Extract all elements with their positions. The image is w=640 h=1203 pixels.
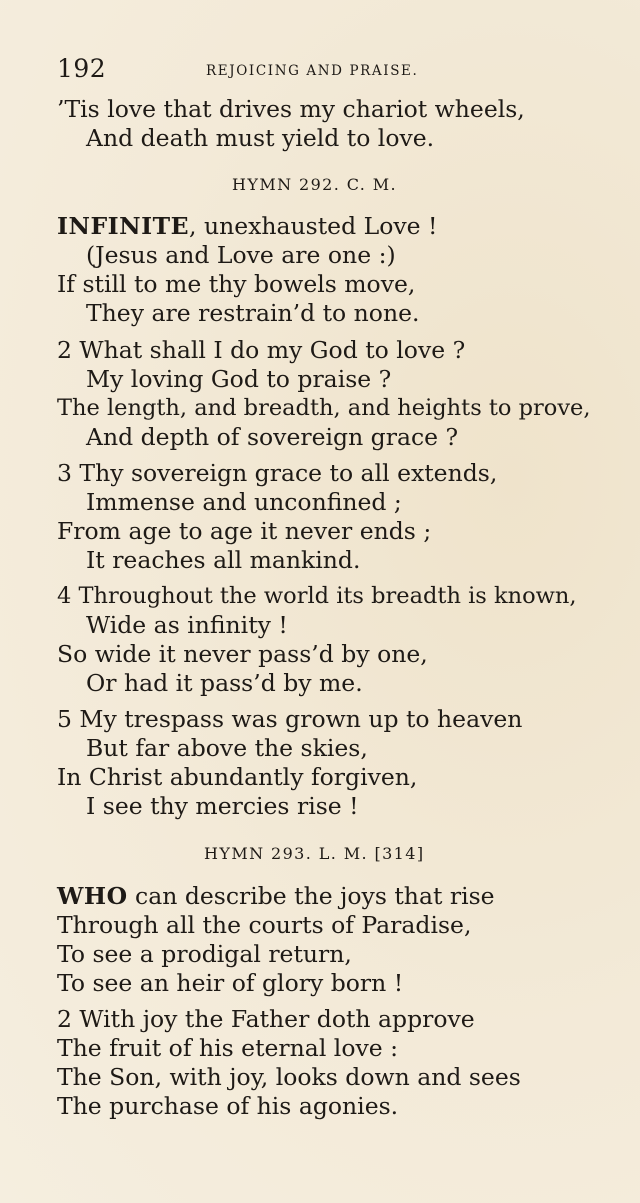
hymn-292-stanza-2-line-3: The length, and breadth, and heights to prove,	[57, 395, 591, 421]
hymn-293-stanza-2-line-4: The purchase of his agonies.	[57, 1092, 399, 1120]
hymn-293-stanza-2-line-1: 2 With joy the Father doth approve	[57, 1005, 475, 1033]
hymn-293-stanza-2-line-2: The fruit of his eternal love :	[57, 1034, 399, 1062]
hymn-292-heading: HYMN 292. C. M.	[232, 175, 398, 194]
hymn-293-first-word: WHO	[57, 882, 128, 910]
hymn-292-stanza-1-line-1	[57, 212, 437, 241]
hymn-292-stanza-5-line-1: 5 My trespass was grown up to heaven	[57, 705, 523, 733]
hymn-292-stanza-2-line-4: And depth of sovereign grace ?	[86, 423, 459, 451]
hymn-292-stanza-5-line-2: But far above the skies,	[86, 734, 368, 762]
hymn-292-stanza-3-line-3: From age to age it never ends ;	[57, 517, 432, 545]
carryover-line-2: And death must yield to love.	[86, 124, 435, 152]
hymn-292-stanza-3-line-2: Immense and unconfined ;	[86, 488, 402, 516]
hymn-292-stanza-5-line-3: In Christ abundantly forgiven,	[57, 763, 418, 791]
hymn-292-stanza-4-line-1: 4 Throughout the world its breadth is known,	[57, 583, 577, 609]
hymn-292-stanza-4-line-3: So wide it never pass’d by one,	[57, 640, 428, 668]
carryover-line-1: ’Tis love that drives my chariot wheels,	[57, 95, 525, 123]
hymn-292-stanza-1-line-4: They are restrain’d to none.	[86, 299, 420, 327]
hymn-292-stanza-1-line-1-rest: , unexhausted Love !	[189, 212, 438, 240]
hymn-293-stanza-1-line-4: To see an heir of glory born !	[57, 969, 404, 997]
hymn-293-heading: HYMN 293. L. M. [314]	[204, 844, 425, 863]
hymn-293-stanza-2-line-3: The Son, with joy, looks down and sees	[57, 1063, 521, 1091]
hymn-292-stanza-4-line-4: Or had it pass’d by me.	[86, 669, 363, 697]
hymn-293-stanza-1-line-3: To see a prodigal return,	[57, 940, 352, 968]
hymn-292-stanza-2-line-1: 2 What shall I do my God to love ?	[57, 336, 466, 364]
hymn-292-stanza-1-line-2: (Jesus and Love are one :)	[86, 241, 396, 269]
hymn-293-stanza-1-line-1	[57, 882, 495, 911]
hymn-292-stanza-3-line-4: It reaches all mankind.	[86, 546, 361, 574]
running-title: REJOICING AND PRAISE.	[206, 63, 419, 79]
page-number: 192	[57, 54, 107, 83]
hymn-292-stanza-2-line-2: My loving God to praise ?	[86, 365, 392, 393]
hymn-292-stanza-3-line-1: 3 Thy sovereign grace to all extends,	[57, 459, 498, 487]
hymn-292-stanza-1-line-3: If still to me thy bowels move,	[57, 270, 416, 298]
hymn-293-stanza-1-line-2: Through all the courts of Paradise,	[57, 911, 472, 939]
hymn-292-first-word: INFINITE	[57, 212, 190, 240]
hymn-292-stanza-4-line-2: Wide as infinity !	[86, 611, 288, 639]
hymn-292-stanza-5-line-4: I see thy mercies rise !	[86, 792, 359, 820]
hymn-293-stanza-1-line-1-rest: can describe the joys that rise	[127, 882, 495, 910]
